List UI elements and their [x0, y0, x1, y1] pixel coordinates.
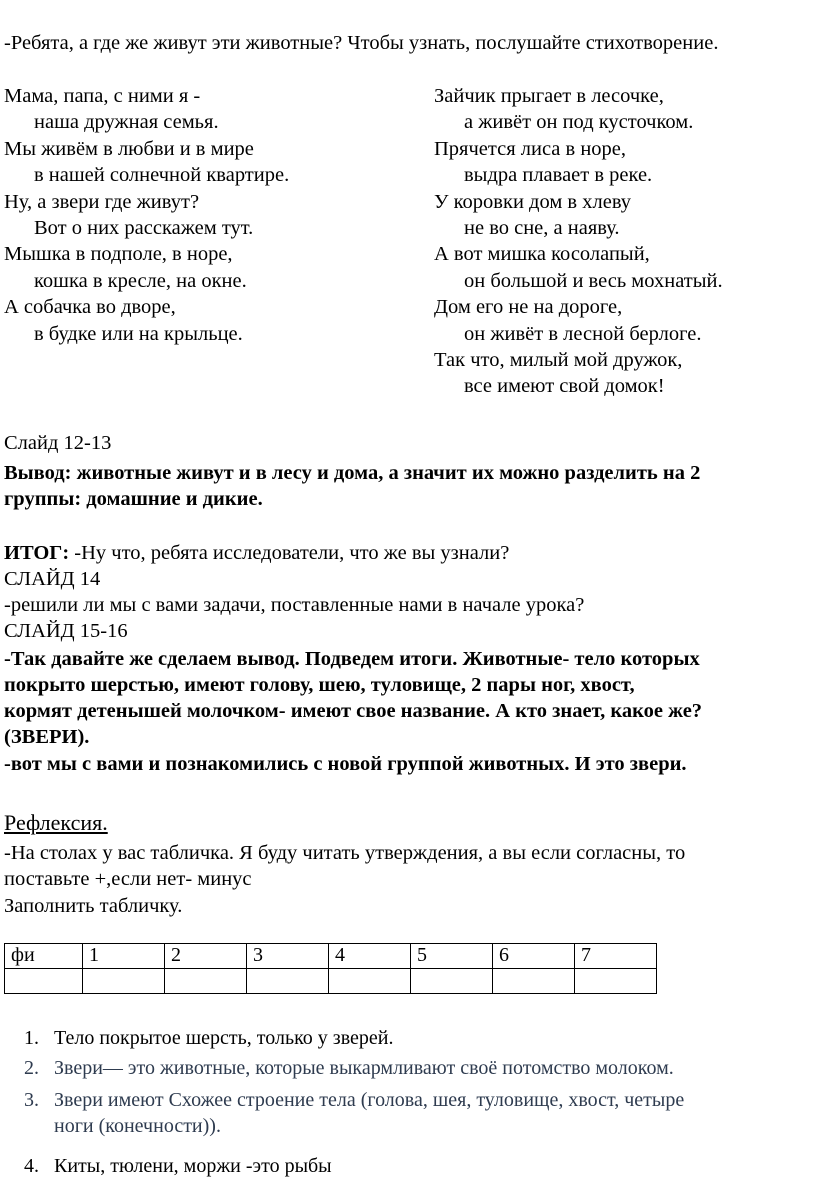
poem-line: выдра плавает в реке.: [464, 164, 653, 187]
list-number: 3.: [24, 1089, 39, 1111]
slide-label-12-13: Слайд 12-13: [4, 432, 112, 454]
summary-line: -Так давайте же сделаем вывод. Подведем итоги. Животные- тело которых: [4, 648, 700, 670]
list-number: 4.: [24, 1155, 39, 1177]
reflection-title: Рефлексия.: [4, 810, 108, 835]
poem-line: в нашей солнечной квартире.: [34, 164, 290, 187]
table-cell[interactable]: [493, 969, 575, 994]
table-header-row: [5, 944, 657, 969]
table-cell[interactable]: [575, 969, 657, 994]
poem-left-column: [4, 83, 289, 347]
table-header-cell: 6: [493, 944, 575, 969]
table-header-cell: 7: [575, 944, 657, 969]
poem-line: в будке или на крыльце.: [34, 322, 243, 345]
table-header-cell: 2: [165, 944, 247, 969]
conclusion-line: группы: домашние и дикие.: [4, 488, 263, 510]
table-row: [5, 969, 657, 994]
poem-line: Вот о них расскажем тут.: [34, 217, 254, 240]
itog-text: -Ну что, ребята исследователи, что же вы узнали?: [69, 542, 510, 564]
intro-line: -Ребята, а где же живут эти животные? Чтобы узнать, послушайте стихотворение.: [4, 32, 719, 54]
reflection-line: Заполнить табличку.: [4, 895, 183, 917]
list-number: 1.: [24, 1027, 39, 1049]
list-item: [24, 1055, 684, 1081]
list-item: [24, 1025, 684, 1051]
poem-line: Дом его не на дороге,: [434, 296, 623, 319]
list-text: Звери— это животные, которые выкармливают своё потомство молоком.: [54, 1057, 674, 1079]
poem-line: он большой и весь мохнатый.: [464, 269, 723, 292]
poem-line: он живёт в лесной берлоге.: [464, 322, 702, 345]
reflection-line: -На столах у вас табличка. Я буду читать утверждения, а вы если согласны, то: [4, 842, 686, 864]
poem-line: У коровки дом в хлеву: [434, 190, 632, 213]
tasks-question: -решили ли мы с вами задачи, поставленные нами в начале урока?: [4, 594, 585, 616]
table-header-cell: 5: [411, 944, 493, 969]
conclusion-line: Вывод: животные живут и в лесу и дома, а значит их можно разделить на 2: [4, 462, 701, 484]
itog-label: ИТОГ:: [4, 542, 70, 564]
list-text: Киты, тюлени, моржи -это рыбы: [54, 1155, 332, 1177]
table-header-cell: фи: [5, 944, 83, 969]
poem-line: а живёт он под кусточком.: [464, 111, 694, 134]
list-item: [24, 1153, 684, 1179]
slide-label-14: СЛАЙД 14: [4, 568, 101, 590]
poem-line: Мы живём в любви и в мире: [4, 137, 254, 160]
poem-line: наша дружная семья.: [34, 111, 219, 134]
poem-line: Мама, папа, с ними я -: [4, 85, 201, 107]
reflection-line: поставьте +,если нет- минус: [4, 868, 252, 890]
summary-line: кормят детенышей молочком- имеют свое название. А кто знает, какое же?: [4, 700, 703, 722]
table-cell[interactable]: [165, 969, 247, 994]
poem-line: А вот мишка косолапый,: [434, 243, 650, 266]
poem-line: не во сне, а наяву.: [464, 217, 620, 240]
poem-line: А собачка во дворе,: [4, 296, 176, 319]
poem-line: Прячется лиса в норе,: [434, 137, 627, 160]
poem-line: Зайчик прыгает в лесочке,: [434, 85, 664, 107]
summary-line: (ЗВЕРИ).: [4, 726, 90, 748]
table-cell[interactable]: [329, 969, 411, 994]
poem-line: кошка в кресле, на окне.: [34, 269, 247, 292]
summary-line: -вот мы с вами и познакомились с новой группой животных. И это звери.: [4, 753, 687, 775]
table-header-cell: 1: [83, 944, 165, 969]
table-cell[interactable]: [5, 969, 83, 994]
table-cell[interactable]: [247, 969, 329, 994]
table-header-cell: 4: [329, 944, 411, 969]
table-header-cell: 3: [247, 944, 329, 969]
list-text: Тело покрытое шерсть, только у зверей.: [54, 1027, 394, 1049]
reflection-table: [4, 943, 657, 994]
poem-line: Так что, милый мой дружок,: [434, 349, 683, 372]
table-cell[interactable]: [411, 969, 493, 994]
list-text: Звери имеют Схожее строение тела (голова, шея, туловище, хвост, четыре: [54, 1089, 685, 1111]
list-number: 2.: [24, 1057, 39, 1079]
statement-list: [24, 1025, 684, 1179]
poem-line: Ну, а звери где живут?: [4, 190, 200, 213]
poem-line: все имеют свой домок!: [464, 375, 665, 398]
poem-right-column: [434, 83, 723, 400]
list-item: [24, 1087, 684, 1113]
list-item-continuation: ноги (конечности)).: [54, 1115, 221, 1137]
itog-line: [4, 540, 509, 566]
table-cell[interactable]: [83, 969, 165, 994]
slide-label-15-16: СЛАЙД 15-16: [4, 620, 128, 642]
summary-line: покрыто шерстью, имеют голову, шею, туловище, 2 пары ног, хвост,: [4, 674, 635, 696]
poem-line: Мышка в подполе, в норе,: [4, 243, 233, 266]
